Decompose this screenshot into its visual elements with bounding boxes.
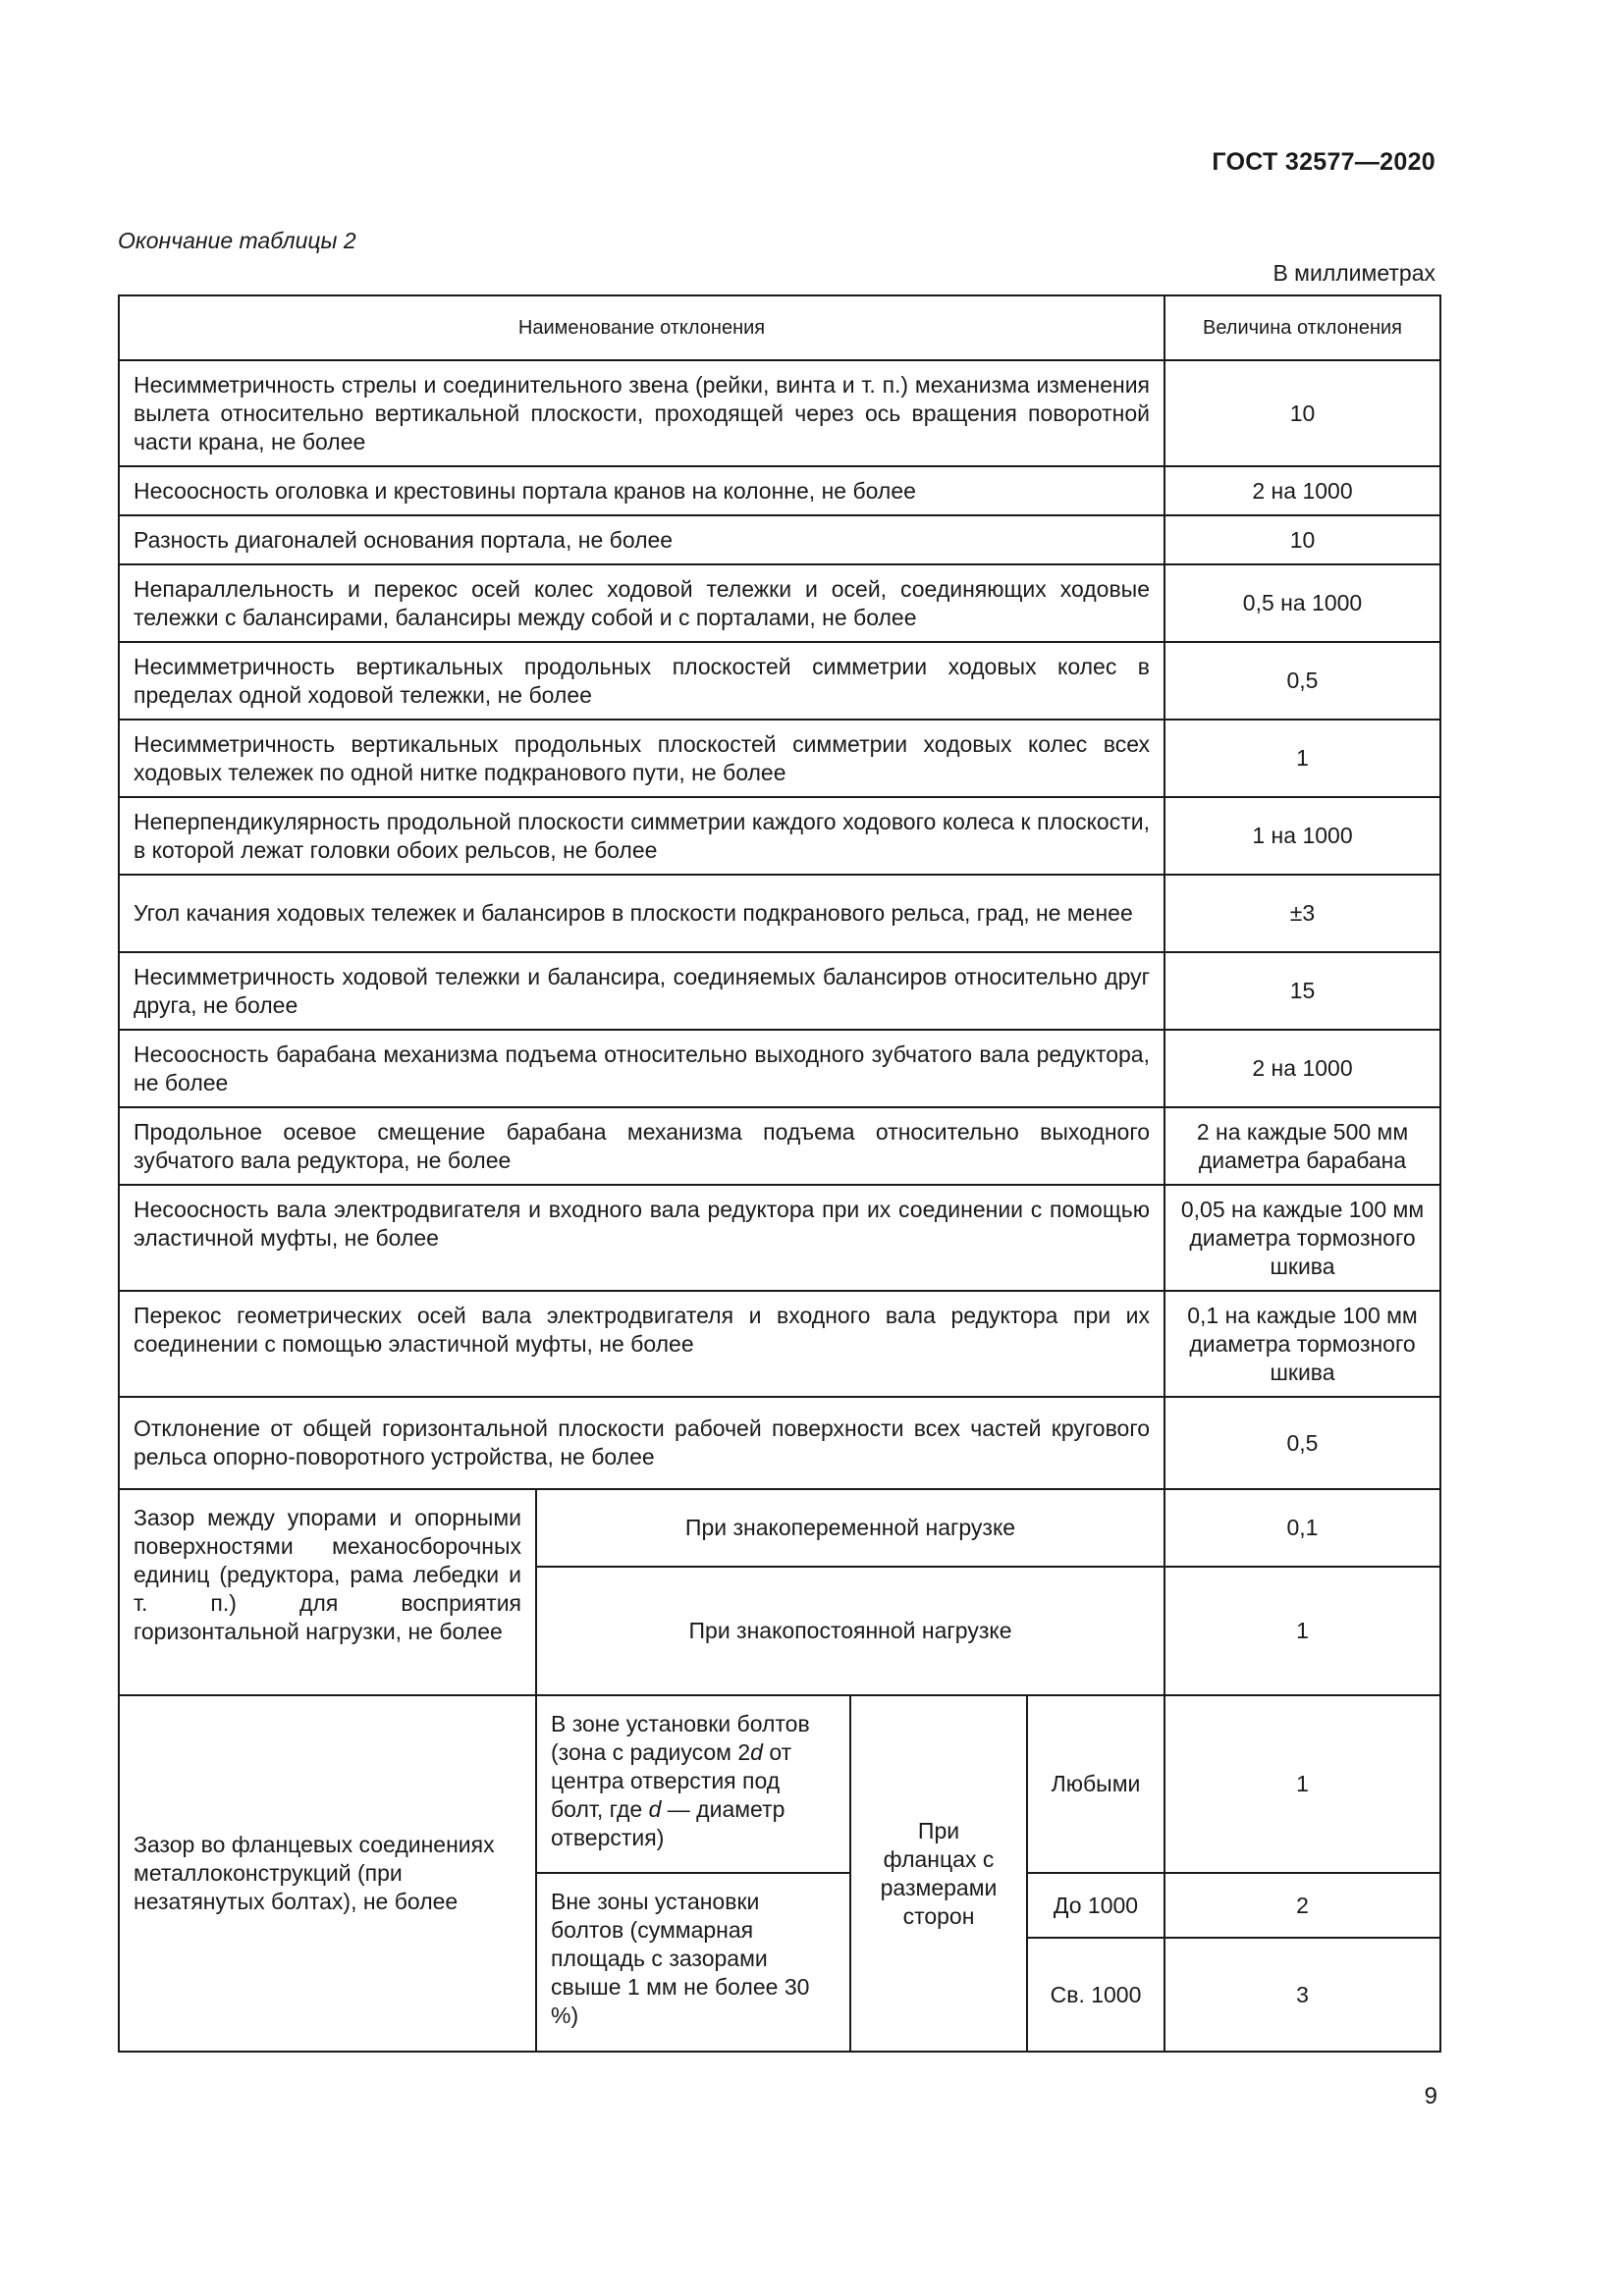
flange-gap-value: 3 (1164, 1938, 1440, 2052)
deviation-value: 2 на 1000 (1164, 466, 1440, 515)
zone-in-text-2: от центра отверстия под болт, где (551, 1739, 792, 1822)
deviation-value: 0,5 (1164, 642, 1440, 720)
deviation-value: 2 на каждые 500 мм диаметра барабана (1164, 1107, 1440, 1185)
deviation-value: 15 (1164, 952, 1440, 1030)
deviation-name: Несимметричность вертикальных продольных плоскостей симметрии ходовых колес всех ходовых тележек по одной нитке подкранового пути, не более (119, 720, 1164, 797)
gap-flanges-name: Зазор во фланцевых соединениях металлоконструкций (при незатянутых болтах), не более (119, 1695, 536, 2052)
table-row (119, 360, 1440, 466)
flange-gap-value: 2 (1164, 1873, 1440, 1938)
deviation-name: Перекос геометрических осей вала электродвигателя и входного вала редуктора при их соединении с помощью эластичной муфты, не более (119, 1291, 1164, 1397)
table-row (119, 875, 1440, 952)
gap-supports-name: Зазор между упорами и опорными поверхностями механосборочных единиц (редуктора, рама лебедки и т. п.) для восприятия горизонтальной нагрузки, не более (119, 1489, 536, 1695)
deviation-value: 0,1 на каждые 100 мм диаметра тормозного шкива (1164, 1291, 1440, 1397)
units-label: В миллиметрах (1272, 260, 1435, 286)
deviations-table (118, 294, 1441, 2053)
table-row (119, 466, 1440, 515)
zone-in-var-1: d (750, 1739, 763, 1765)
deviation-value: 0,5 (1164, 1397, 1440, 1489)
deviation-value: 0,5 на 1000 (1164, 564, 1440, 642)
zone-in-var-2: d (648, 1796, 662, 1822)
deviation-value: 1 на 1000 (1164, 797, 1440, 875)
table-row (119, 515, 1440, 564)
table-row (119, 1489, 1440, 1567)
flange-size: Св. 1000 (1027, 1938, 1164, 2052)
table-row (119, 1185, 1440, 1291)
zone-in-text-1: В зоне установки болтов (зона с радиусом 2 (551, 1711, 810, 1765)
deviation-name: Несимметричность вертикальных продольных плоскостей симметрии ходовых колес в пределах одной ходовой тележки, не более (119, 642, 1164, 720)
gap-supports-condition: При знакопостоянной нагрузке (536, 1567, 1164, 1695)
deviation-value: 10 (1164, 515, 1440, 564)
column-header-value: Величина отклонения (1164, 295, 1440, 360)
gap-supports-value: 1 (1164, 1567, 1440, 1695)
table-row (119, 720, 1440, 797)
deviation-name: Угол качания ходовых тележек и балансиров в плоскости подкранового рельса, град, не менее (119, 875, 1164, 952)
table-row (119, 952, 1440, 1030)
table-row (119, 1107, 1440, 1185)
deviation-name: Отклонение от общей горизонтальной плоскости рабочей поверхности всех частей кругового рельса опорно-поворотного устройства, не более (119, 1397, 1164, 1489)
column-header-name: Наименование отклонения (119, 295, 1164, 360)
table-row (119, 1030, 1440, 1107)
deviation-name: Продольное осевое смещение барабана механизма подъема относительно выходного зубчатого вала редуктора, не более (119, 1107, 1164, 1185)
deviation-name: Несимметричность стрелы и соединительного звена (рейки, винта и т. п.) механизма изменения вылета относительно вертикальной плоскости, проходящей через ось вращения поворотной части крана, не более (119, 360, 1164, 466)
zone-in-text-3: — диаметр отверстия) (551, 1796, 785, 1850)
deviation-value: 0,05 на каждые 100 мм диаметра тормозного шкива (1164, 1185, 1440, 1291)
flange-gap-value: 1 (1164, 1695, 1440, 1873)
deviation-name: Непараллельность и перекос осей колес ходовой тележки и осей, соединяющих ходовые тележки с балансирами, балансиры между собой и с порталами, не более (119, 564, 1164, 642)
table-header-row (119, 295, 1440, 360)
flange-size: До 1000 (1027, 1873, 1164, 1938)
table-row (119, 797, 1440, 875)
deviation-name: Разность диагоналей основания портала, не более (119, 515, 1164, 564)
document-code: ГОСТ 32577—2020 (1212, 148, 1435, 176)
deviation-name: Несоосность оголовка и крестовины портала кранов на колонне, не более (119, 466, 1164, 515)
flange-size: Любыми (1027, 1695, 1164, 1873)
table-row (119, 1397, 1440, 1489)
table-row (119, 1291, 1440, 1397)
table-row (119, 642, 1440, 720)
deviation-name: Неперпендикулярность продольной плоскости симметрии каждого ходового колеса к плоскости, в которой лежат головки обоих рельсов, не более (119, 797, 1164, 875)
deviation-name: Несоосность барабана механизма подъема относительно выходного зубчатого вала редуктора, не более (119, 1030, 1164, 1107)
table-caption: Окончание таблицы 2 (118, 228, 356, 253)
gap-supports-condition: При знакопеременной нагрузке (536, 1489, 1164, 1567)
deviation-name: Несоосность вала электродвигателя и входного вала редуктора при их соединении с помощью эластичной муфты, не более (119, 1185, 1164, 1291)
page-number: 9 (1424, 2083, 1437, 2109)
zone-out-bolts: Вне зоны установки болтов (суммарная площадь с зазорами свыше 1 мм не более 30 %) (536, 1873, 850, 2052)
table-row (119, 564, 1440, 642)
gap-supports-value: 0,1 (1164, 1489, 1440, 1567)
deviation-value: 2 на 1000 (1164, 1030, 1440, 1107)
deviation-name: Несимметричность ходовой тележки и балансира, соединяемых балансиров относительно друг друга, не более (119, 952, 1164, 1030)
flange-size-label: При фланцах с размерами сторон (850, 1695, 1027, 2052)
table-row (119, 1695, 1440, 1873)
zone-in-bolts (536, 1695, 850, 1873)
deviation-value: 1 (1164, 720, 1440, 797)
deviation-value: ±3 (1164, 875, 1440, 952)
deviation-value: 10 (1164, 360, 1440, 466)
